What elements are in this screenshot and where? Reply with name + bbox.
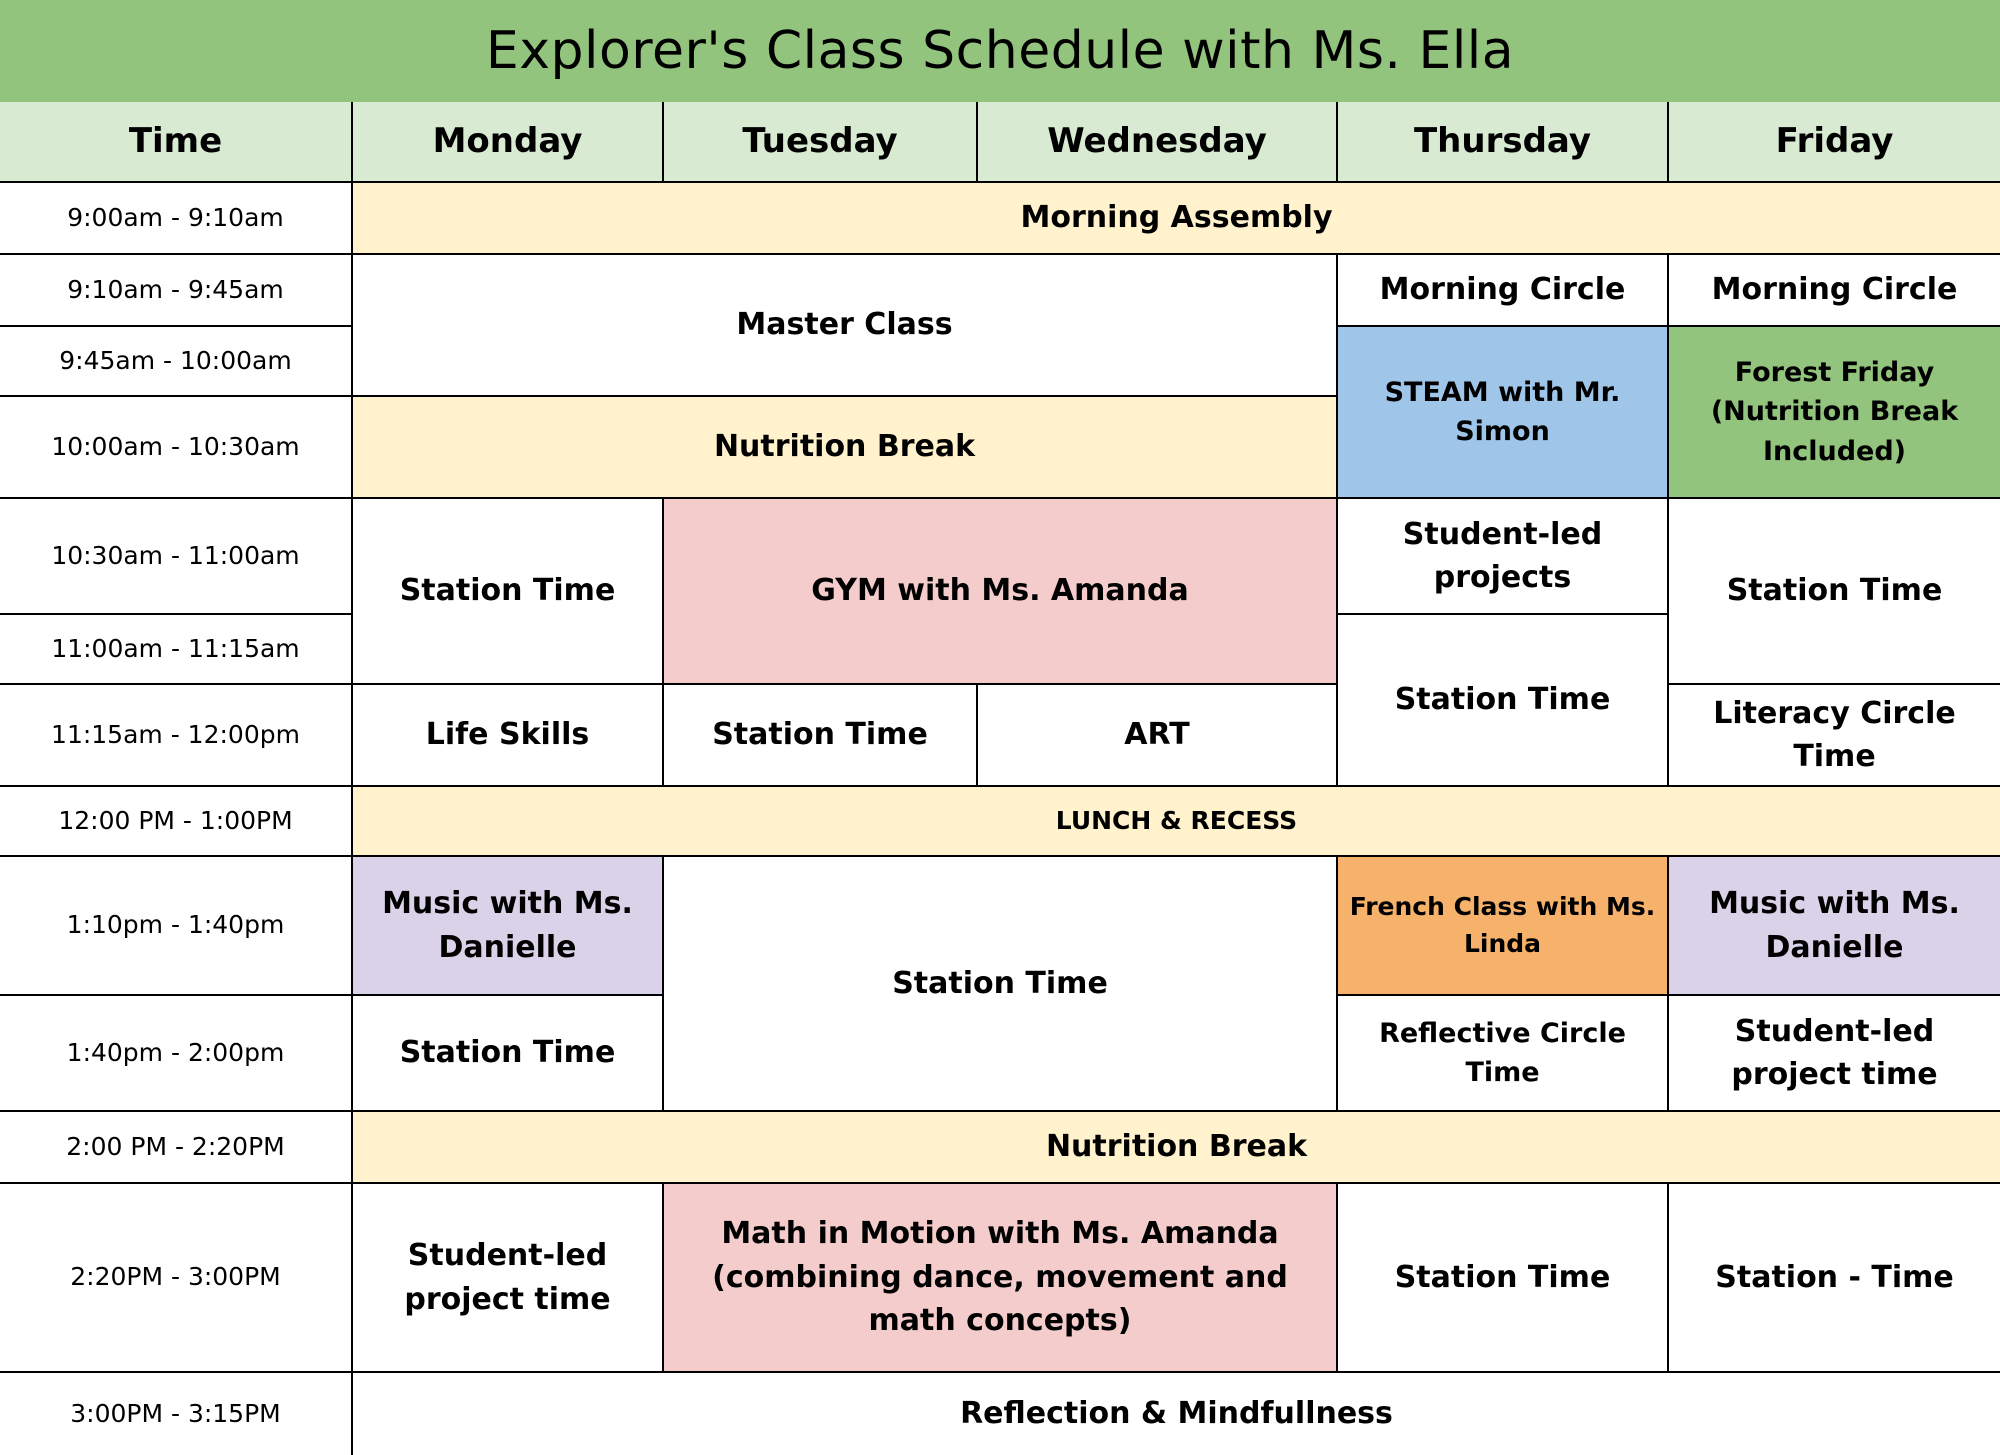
page-title: Explorer's Class Schedule with Ms. Ella xyxy=(0,0,2000,102)
morning-assembly-block: Morning Assembly xyxy=(353,183,2000,255)
header-tuesday: Tuesday xyxy=(664,102,978,183)
monday-station-time-pm: Station Time xyxy=(353,996,664,1112)
forest-friday-block: Forest Friday (Nutrition Break Included) xyxy=(1669,327,2000,499)
nutrition-break-pm-block: Nutrition Break xyxy=(353,1112,2000,1184)
time-slot: 10:30am - 11:00am xyxy=(0,499,353,615)
reflection-mindfulness-block: Reflection & Mindfullness xyxy=(353,1373,2000,1455)
friday-student-led-project: Student-led project time xyxy=(1669,996,2000,1112)
lunch-recess-block: LUNCH & RECESS xyxy=(353,787,2000,857)
time-slot: 9:10am - 9:45am xyxy=(0,255,353,327)
time-slot: 11:00am - 11:15am xyxy=(0,615,353,685)
time-slot: 1:40pm - 2:00pm xyxy=(0,996,353,1112)
math-in-motion-block: Math in Motion with Ms. Amanda (combining dance, movement and math concepts) xyxy=(664,1184,1338,1373)
gym-block: GYM with Ms. Amanda xyxy=(664,499,1338,685)
time-slot: 9:45am - 10:00am xyxy=(0,327,353,397)
monday-life-skills: Life Skills xyxy=(353,685,664,787)
nutrition-break-am-block: Nutrition Break xyxy=(353,397,1338,499)
header-time: Time xyxy=(0,102,353,183)
time-slot: 9:00am - 9:10am xyxy=(0,183,353,255)
thursday-reflective-circle: Reflective Circle Time xyxy=(1338,996,1669,1112)
monday-music: Music with Ms. Danielle xyxy=(353,857,664,996)
friday-morning-circle: Morning Circle xyxy=(1669,255,2000,327)
friday-music: Music with Ms. Danielle xyxy=(1669,857,2000,996)
friday-station-time-am: Station Time xyxy=(1669,499,2000,685)
thursday-station-time-am: Station Time xyxy=(1338,615,1669,787)
time-slot: 3:00PM - 3:15PM xyxy=(0,1373,353,1455)
wednesday-art: ART xyxy=(978,685,1338,787)
schedule-table xyxy=(0,102,2000,1455)
time-slot: 1:10pm - 1:40pm xyxy=(0,857,353,996)
time-slot: 10:00am - 10:30am xyxy=(0,397,353,499)
friday-station-time-pm: Station - Time xyxy=(1669,1184,2000,1373)
header-friday: Friday xyxy=(1669,102,2000,183)
tuesday-station-time: Station Time xyxy=(664,685,978,787)
time-slot: 11:15am - 12:00pm xyxy=(0,685,353,787)
master-class-block: Master Class xyxy=(353,255,1338,397)
header-wednesday: Wednesday xyxy=(978,102,1338,183)
time-slot: 12:00 PM - 1:00PM xyxy=(0,787,353,857)
monday-station-time-am: Station Time xyxy=(353,499,664,685)
steam-block: STEAM with Mr. Simon xyxy=(1338,327,1669,499)
thursday-student-led-projects: Student-led projects xyxy=(1338,499,1669,615)
thursday-station-time-pm: Station Time xyxy=(1338,1184,1669,1373)
monday-student-led-project: Student-led project time xyxy=(353,1184,664,1373)
time-slot: 2:00 PM - 2:20PM xyxy=(0,1112,353,1184)
tue-wed-station-time-pm: Station Time xyxy=(664,857,1338,1112)
header-thursday: Thursday xyxy=(1338,102,1669,183)
header-monday: Monday xyxy=(353,102,664,183)
thursday-french-class: French Class with Ms. Linda xyxy=(1338,857,1669,996)
thursday-morning-circle: Morning Circle xyxy=(1338,255,1669,327)
friday-literacy-circle: Literacy Circle Time xyxy=(1669,685,2000,787)
time-slot: 2:20PM - 3:00PM xyxy=(0,1184,353,1373)
